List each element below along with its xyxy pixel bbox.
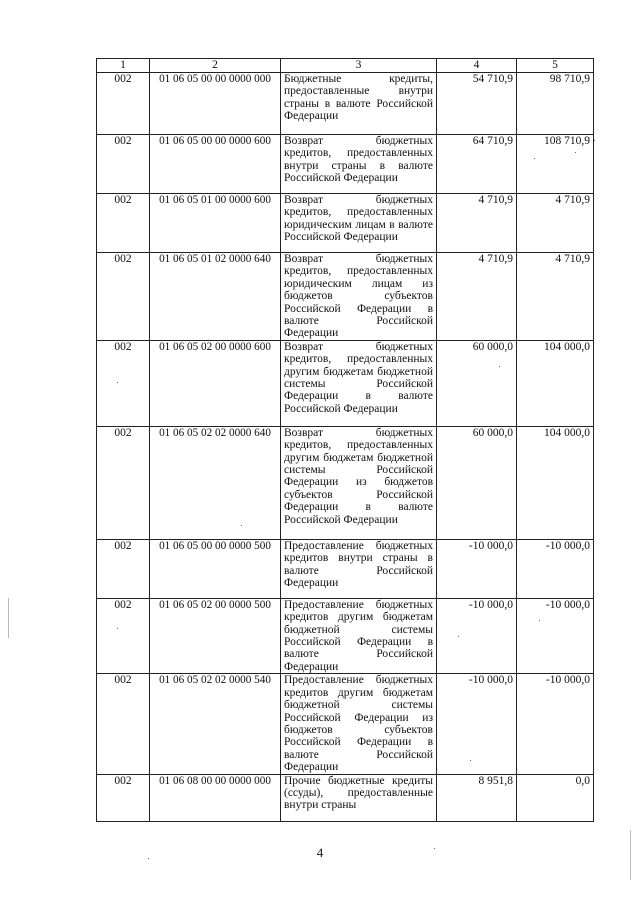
admin-code-cell: 002 <box>97 426 150 539</box>
description-cell: Предоставление бюджетных кредитов другим бюджетам бюджетной системы Российской Федерации в валюте Российской Федерации <box>281 598 437 673</box>
amount-cell-col5: 108 710,9 <box>517 135 594 194</box>
amount-cell-col4: 8 951,8 <box>437 774 517 821</box>
budget-sources-table <box>96 58 594 822</box>
budget-code-cell: 01 06 05 01 00 0000 600 <box>150 194 281 253</box>
table-row <box>97 73 594 135</box>
amount-cell-col4: -10 000,0 <box>437 598 517 673</box>
amount-cell-col5: 4 710,9 <box>517 194 594 253</box>
column-header-5: 5 <box>517 59 594 73</box>
admin-code-cell: 002 <box>97 674 150 774</box>
admin-code-cell: 002 <box>97 135 150 194</box>
description-cell: Возврат бюджетных кредитов, предоставленных юридическим лицам из бюджетов субъектов Российской Федерации в валюте Российской Федерации <box>281 253 437 341</box>
admin-code-cell: 002 <box>97 598 150 673</box>
scan-speck <box>575 152 576 153</box>
admin-code-cell: 002 <box>97 340 150 426</box>
column-header-3: 3 <box>281 59 437 73</box>
table-row <box>97 774 594 821</box>
admin-code-cell: 002 <box>97 253 150 341</box>
table-row <box>97 135 594 194</box>
table-header-row <box>97 59 594 73</box>
description-cell: Возврат бюджетных кредитов, предоставленных другим бюджетам бюджетной системы Российской Федерации в валюте Российской Федерации <box>281 340 437 426</box>
admin-code-cell: 002 <box>97 194 150 253</box>
table-row <box>97 674 594 774</box>
budget-code-cell: 01 06 05 00 00 0000 500 <box>150 539 281 598</box>
budget-code-cell: 01 06 05 02 02 0000 640 <box>150 426 281 539</box>
description-cell: Возврат бюджетных кредитов, предоставленных юридическим лицам в валюте Российской Федерации <box>281 194 437 253</box>
scan-edge-mark <box>8 598 9 638</box>
table-row <box>97 340 594 426</box>
scan-speck <box>458 636 459 637</box>
budget-code-cell: 01 06 05 00 00 0000 600 <box>150 135 281 194</box>
scan-edge-mark <box>630 830 631 880</box>
amount-cell-col5: 0,0 <box>517 774 594 821</box>
admin-code-cell: 002 <box>97 73 150 135</box>
description-cell: Предоставление бюджетных кредитов другим бюджетам бюджетной системы Российской Федерации из бюджетов субъектов Российской Федерации в валюте Российской Федерации <box>281 674 437 774</box>
amount-cell-col4: 60 000,0 <box>437 340 517 426</box>
column-header-4: 4 <box>437 59 517 73</box>
amount-cell-col4: 54 710,9 <box>437 73 517 135</box>
table-row <box>97 253 594 341</box>
amount-cell-col4: 4 710,9 <box>437 194 517 253</box>
description-cell: Возврат бюджетных кредитов, предоставленных другим бюджетам бюджетной системы Российской Федерации из бюджетов субъектов Российской Федерации в валюте Российской Федерации <box>281 426 437 539</box>
amount-cell-col5: -10 000,0 <box>517 674 594 774</box>
amount-cell-col5: 4 710,9 <box>517 253 594 341</box>
amount-cell-col5: 98 710,9 <box>517 73 594 135</box>
amount-cell-col4: -10 000,0 <box>437 674 517 774</box>
amount-cell-col5: 104 000,0 <box>517 340 594 426</box>
scan-speck <box>117 628 118 629</box>
table-row <box>97 194 594 253</box>
scan-speck <box>499 366 500 367</box>
amount-cell-col5: -10 000,0 <box>517 598 594 673</box>
admin-code-cell: 002 <box>97 774 150 821</box>
table-row <box>97 539 594 598</box>
scan-speck <box>434 848 435 849</box>
page-number: 4 <box>316 845 324 860</box>
amount-cell-col4: 60 000,0 <box>437 426 517 539</box>
description-cell: Прочие бюджетные кредиты (ссуды), предоставленные внутри страны <box>281 774 437 821</box>
scan-speck <box>594 140 595 141</box>
scan-speck <box>534 158 535 159</box>
scan-speck <box>117 382 118 383</box>
budget-code-cell: 01 06 05 02 00 0000 500 <box>150 598 281 673</box>
budget-code-cell: 01 06 05 02 00 0000 600 <box>150 340 281 426</box>
amount-cell-col5: 104 000,0 <box>517 426 594 539</box>
scan-speck <box>539 620 540 621</box>
budget-code-cell: 01 06 08 00 00 0000 000 <box>150 774 281 821</box>
table-row <box>97 426 594 539</box>
budget-code-cell: 01 06 05 02 02 0000 540 <box>150 674 281 774</box>
admin-code-cell: 002 <box>97 539 150 598</box>
column-header-2: 2 <box>150 59 281 73</box>
table-row <box>97 598 594 673</box>
scan-speck <box>470 760 471 761</box>
description-cell: Возврат бюджетных кредитов, предоставленных внутри страны в валюте Российской Федерации <box>281 135 437 194</box>
scan-speck <box>148 858 149 859</box>
column-header-1: 1 <box>97 59 150 73</box>
scan-speck <box>241 525 242 526</box>
amount-cell-col4: 64 710,9 <box>437 135 517 194</box>
budget-code-cell: 01 06 05 01 02 0000 640 <box>150 253 281 341</box>
amount-cell-col4: -10 000,0 <box>437 539 517 598</box>
description-cell: Предоставление бюджетных кредитов внутри страны в валюте Российской Федерации <box>281 539 437 598</box>
budget-code-cell: 01 06 05 00 00 0000 000 <box>150 73 281 135</box>
description-cell: Бюджетные кредиты, предоставленные внутри страны в валюте Российской Федерации <box>281 73 437 135</box>
amount-cell-col5: -10 000,0 <box>517 539 594 598</box>
amount-cell-col4: 4 710,9 <box>437 253 517 341</box>
